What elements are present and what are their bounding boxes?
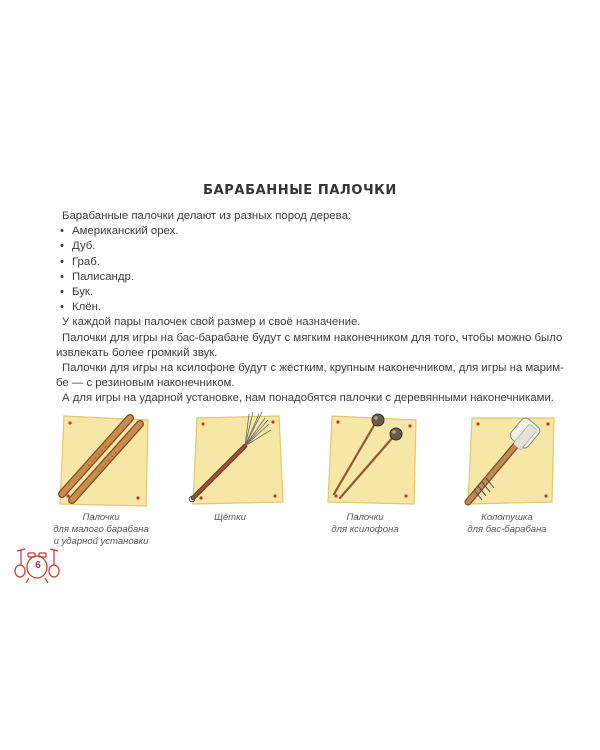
list-item	[56, 255, 576, 270]
bullet: •	[60, 270, 64, 283]
caption-line: для ксилофона	[331, 524, 399, 535]
article-body	[56, 209, 576, 407]
caption-line: Колотушка	[481, 512, 533, 523]
caption-line: Палочки	[346, 512, 384, 523]
mallets-icon	[318, 410, 428, 510]
list-item-text: Граб.	[72, 255, 100, 268]
paragraph: У каждой пары палочек свой размер и своё назначение.	[62, 316, 361, 329]
list-item-text: Бук.	[72, 286, 94, 299]
bullet: •	[60, 255, 64, 268]
paragraph: Палочки для игры на ксилофоне будут с жёстким, крупным наконечником, для игры на марим-бе — с резиновым наконечником.	[56, 362, 564, 390]
list-item	[56, 270, 576, 285]
list-item	[56, 224, 576, 239]
caption-line: и ударной установки	[53, 536, 149, 547]
paragraph: А для игры на ударной установке, нам понадобятся палочки с деревянными наконечниками.	[62, 392, 554, 405]
caption-beater	[432, 512, 582, 536]
list-item-text: Американский орех.	[72, 225, 179, 238]
page-number: 6	[35, 560, 41, 571]
list-item-text: Дуб.	[72, 240, 96, 253]
list-item	[56, 285, 576, 300]
caption-line: Палочки	[82, 512, 120, 523]
paragraph: Палочки для игры на бас-барабане будут с мягким наконечником для того, чтобы можно было извлекать более громкий звук.	[56, 331, 563, 359]
caption-line: для малого барабана	[53, 524, 149, 535]
caption-mallets	[290, 512, 440, 536]
brush-icon	[183, 410, 293, 510]
caption-drumsticks	[26, 512, 176, 548]
caption-line: для бас-барабана	[467, 524, 547, 535]
bullet: •	[60, 286, 64, 299]
list-item-text: Палисандр.	[72, 270, 134, 283]
page-title: БАРАБАННЫЕ ПАЛОЧКИ	[203, 183, 397, 198]
intro-text: Барабанные палочки делают из разных пород дерева:	[62, 210, 352, 222]
drumsticks-icon	[48, 410, 158, 510]
bullet: •	[60, 240, 64, 253]
beater-icon	[456, 410, 566, 510]
wood-list	[56, 224, 576, 315]
caption-line: Щётки	[214, 512, 246, 523]
bullet: •	[60, 225, 64, 238]
list-item	[56, 239, 576, 254]
bullet: •	[60, 301, 64, 314]
caption-brush	[155, 512, 305, 524]
list-item	[56, 300, 576, 315]
list-item-text: Клён.	[72, 301, 102, 314]
